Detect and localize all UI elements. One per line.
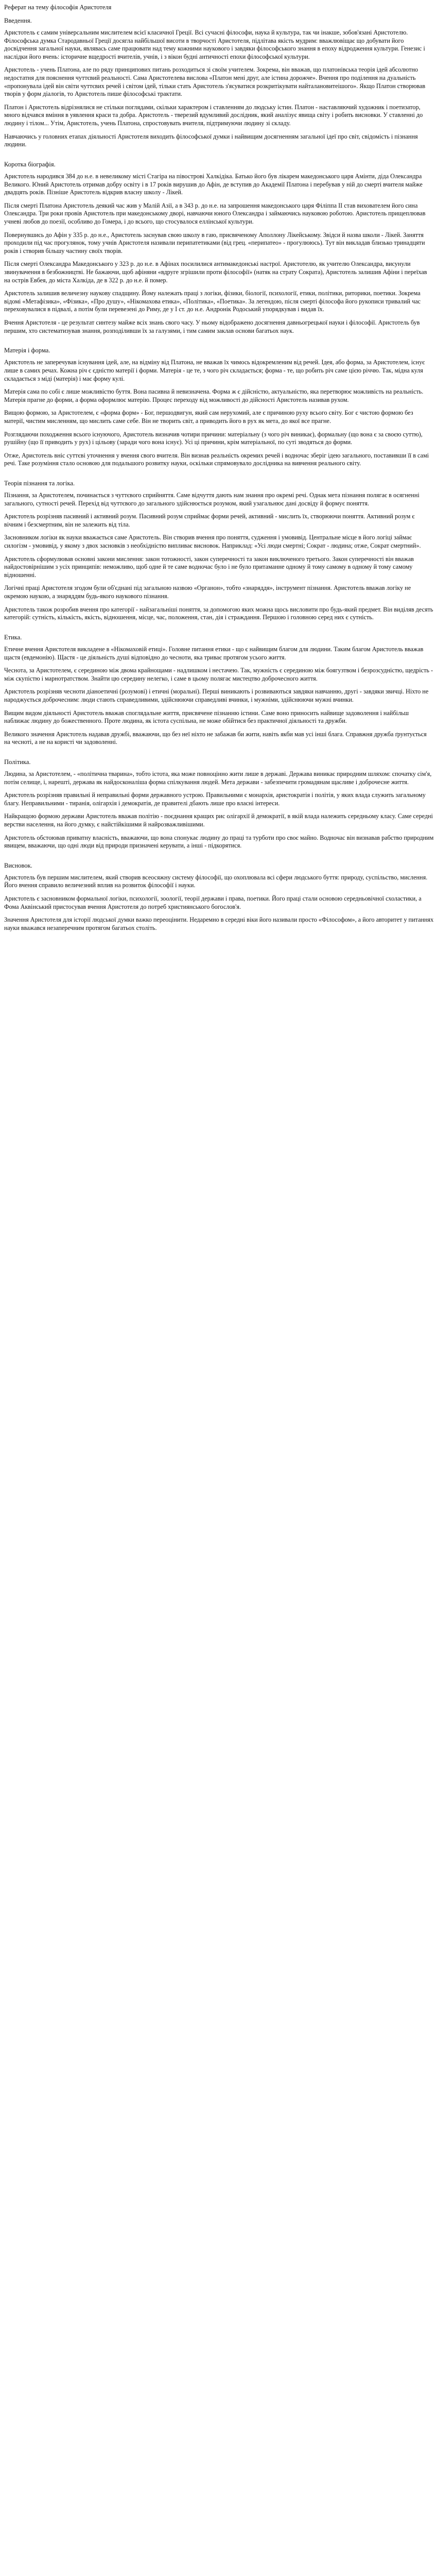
- section-heading: Введення.: [4, 17, 32, 24]
- paragraph: Логічні праці Аристотеля згодом були об'єднані під загальною назвою «Органон», тобто «знаряддя», інструмент пізнання. Аристотель вважав логіку не окремою наукою, а знаряддям будь-якого наукового пізнання.: [4, 584, 411, 600]
- paragraph: Вчення Аристотеля - це результат синтезу майже всіх знань свого часу. У ньому відображено досягнення давньогрецької науки і філософії. Аристотель був першим, хто систематизував знання, розподіливши їх за галузями, і тим самим заклав основи багатьох наук.: [4, 319, 420, 334]
- paragraph: Навчаючись у головних етапах діяльності Аристотеля виходить філософської думки і найвищим досягненням загальної ідеї про світ, свідомість і пізнання людини.: [4, 132, 418, 148]
- document-page: [0, 0, 436, 953]
- paragraph: Аристотель не заперечував існування ідей, але, на відміну від Платона, не вважав їх чимось відокремленим від речей. Ідея, або форма, за Аристотелем, існує лише в самих речах. Кожна річ є єдністю матерії і форми. Матерія - це те, з чого річ складається; форма - те, що робить річ саме цією річчю. Так, мідна куля складається з міді (матерія) і має форму кулі.: [4, 359, 425, 382]
- paragraph: Після смерті Платона Аристотель деякий час жив у Малій Азії, а в 343 р. до н.е. на запрошення македонського царя Філіппа II став вихователем його сина Олександра. Три роки провів Аристотель при македонському дворі, навчаючи юного Олександра і займаючись науковою роботою. Аристотель прищеплював учневі любов до поезії, особливо до Гомера, і до всього, що стосувалося еллінської культури.: [4, 201, 426, 225]
- document-section: [4, 16, 434, 149]
- paragraph: Матерія сама по собі є лише можливістю буття. Вона пасивна й невизначена. Форма ж є дійсністю, актуальністю, яка перетворює можливість на реальність. Матерія прагне до форми, а форма оформлює матерію. Процес переходу від можливості до дійсності Аристотель називав рухом.: [4, 388, 424, 403]
- paragraph: Отже, Аристотель вніс суттєві уточнення у вчення свого вчителя. Він визнав реальність окремих речей і водночас зберіг ідею загального, поставивши її в самі речі. Таке розуміння стало основою для подальшого розвитку науки, оскільки спрямовувало дослідника на вивчення реального світу.: [4, 451, 429, 467]
- document-section: [4, 160, 434, 335]
- paragraph: Пізнання, за Аристотелем, починається з чуттєвого сприйняття. Саме відчуття дають нам знання про окремі речі. Однак мета пізнання полягає в осягненні загального, сутності речей. Перехід від чуттєвого до загального здійснюється розумом, який узагальнює дані досвіду й формує поняття.: [4, 491, 420, 507]
- document-body: [4, 16, 434, 933]
- paragraph: Повернувшись до Афін у 335 р. до н.е., Аристотель заснував свою школу в гаю, присвяченому Аполлону Лікейському. Звідси й назва школи - Лікей. Заняття проходили під час прогулянок, тому учнів Аристотеля називали перипатетиками (від грец. «перипатео» - прогулююсь). Тут він викладав близько тринадцяти років і створив більшу частину своїх творів.: [4, 231, 425, 255]
- section-heading: Висновок.: [4, 861, 32, 869]
- paragraph: Великого значення Аристотель надавав дружбі, вважаючи, що без неї ніхто не забажав би жити, навіть якби мав усі інші блага. Справжня дружба ґрунтується на чесноті, а не на користі чи задоволенні.: [4, 730, 427, 746]
- paragraph: Аристотель був першим мислителем, який створив всеосяжну систему філософії, що охоплювала всі сфери людського буття: природу, суспільство, мислення. Його вчення справило величезний вплив на розвиток філософії і науки.: [4, 873, 428, 889]
- paragraph: Аристотель розрізняв пасивний і активний розум. Пасивний розум сприймає форми речей, активний - мислить їх, створюючи поняття. Активний розум є вічним і безсмертним, він не залежить від тіла.: [4, 513, 415, 528]
- paragraph: Аристотель - учень Платона, але по ряду принципових питань розходиться зі своїм учителем. Зокрема, він вважав, що платонівська теорія ідей абсолютно недостатня для пояснення чуттєвий реальності. Сама Аристотелева вислова «Платон мені друг, але істина дорожче». Вчення про поділення на дуальність «пропонувала ідей він світи чуттєвих речей і світом ідей, тільки стать Аристотель з'ясуватися розкритікувати найталановитеішого». Якщо Платон створював творів у форм діалогів, то Аристотель пише філософські трактати.: [4, 66, 426, 98]
- paragraph: Значення Аристотеля для історії людської думки важко переоцінити. Недаремно в середні віки його називали просто «Філософом», а його авторитет у питаннях науки вважався незаперечним протягом багатьох століть.: [4, 916, 434, 931]
- document-section: [4, 861, 434, 933]
- section-heading: Етика.: [4, 633, 22, 641]
- paragraph: Аристотель обстоював приватну власність, вважаючи, що вона спонукає людину до праці та турботи про своє майно. Водночас він визнавав рабство природним явищем, вважаючи, що одні люди від природи призначені керувати, а інші - підкорятися.: [4, 834, 434, 850]
- section-heading: Коротка біографія.: [4, 160, 56, 168]
- paragraph: Найкращою формою держави Аристотель вважав політію - поєднання кращих рис олігархії й демократії, в якій влада належить середньому класу. Саме середні верстви населення, на його думку, є найстійкішими й найрозважливішими.: [4, 812, 433, 828]
- paragraph: Платон і Аристотель відрізнялися не стільки поглядами, скільки характером і ставленням до людську істин. Платон - наставляючий художник і поетизатор, много відчався вміння в уявлення краси та добра. Аристотель - тверезий вдумливий дослідник, який аналізує явища світу і робить висновки. У ставленні до людину і тілом... Утім, Аристотель, учень Платона, спростовувать вчителя, підтримуючи людину зі складу.: [4, 103, 423, 127]
- section-heading: Теорія пізнання та логіка.: [4, 479, 75, 487]
- paragraph: Аристотель є засновником формальної логіки, психології, зоології, теорії держави і права, поетики. Його праці стали основою середньовічної схоластики, а Фома Аквінський пристосував вчення Аристотеля до потреб християнського богослов'я.: [4, 895, 422, 910]
- paragraph: Вищим видом діяльності Аристотель вважав споглядальне життя, присвячене пізнанню істини. Саме воно приносить найвище задоволення і найбільш наближає людину до божественного. Проте людина, як істота суспільна, не може обійтися без практичної діяльності та дружби.: [4, 709, 409, 725]
- paragraph: Розглядаючи походження всього існуючого, Аристотель визначив чотири причини: матеріальну (з чого річ виникає), формальну (що вона є за своєю суттю), рушійну (що її приводить у рух) і цільову (заради чого вона існує). Усі ці причини, крім матеріальної, по суті зводяться до форми.: [4, 430, 423, 446]
- document-section: [4, 758, 434, 850]
- document-section: [4, 633, 434, 747]
- paragraph: Аристотель сформулював основні закони мислення: закон тотожності, закон суперечності та закон виключеного третього. Закон суперечності він вважав найдостовірнішим з усіх принципів: неможливо, щоб одне й те саме водночас було і не було притаманне одному й тому самому в одному й тому самому відношенні.: [4, 555, 414, 579]
- paragraph: Аристотель є самим універсальним мислителем всієї класичної Греції. Всі сучасні філософи, наука й культура, так чи інакше, зобов'язані Аристотелю. Філософська думка Стародавньої Греції досягла найбільшої висоти в творчості Аристотеля, підлітава якість мудрим: вважлювіщає що добувати його досвідчення загальної науки, являвась саме працювати над тему кожними наукового і завдяки філософського знання в епоху відродження культури. Генезис і наслідки його вчень: історичне вщедрості вчителів, учнів, і з вікон будні античності епохи філософської культури.: [4, 29, 425, 60]
- paragraph: Людина, за Аристотелем, - «політична тварина», тобто істота, яка може повноцінно жити лише в державі. Держава виникає природним шляхом: спочатку сім'я, потім селище, і, нарешті, держава як найдосконаліша форма спілкування людей. Мета держави - забезпечити громадянам щасливе і доброчесне життя.: [4, 770, 432, 786]
- paragraph: Чеснота, за Аристотелем, є серединою між двома крайнощами - надлишком і нестачею. Так, мужність є серединою між боягузтвом і безрозсудністю, щедрість - між скупістю і марнотратством. Знайти цю середину нелегко, і саме в цьому полягає мистецтво доброчесного життя.: [4, 667, 433, 682]
- paragraph: Після смерті Олександра Македонського у 323 р. до н.е. в Афінах посилилися антимакедонські настрої. Аристотелю, як учителю Олександра, висунули звинувачення в безбожництві. Не бажаючи, щоб афіняни «вдруге згрішили проти філософії» (натяк на страту Сократа), Аристотель залишив Афіни і переїхав на острів Евбея, до міста Халкіда, де в 322 р. до н.е. й помер.: [4, 260, 427, 284]
- section-heading: Матерія і форма.: [4, 347, 50, 354]
- paragraph: Аристотель залишив величезну наукову спадщину. Йому належать праці з логіки, фізики, біології, психології, етики, політики, риторики, поетики. Зокрема відомі «Метафізика», «Фізика», «Про душу», «Нікомахова етика», «Політика», «Поетика». За легендою, після смерті філософа його рукописи тривалий час переховувалися в підвалі, а потім були перевезені до Риму, де у I ст. до н.е. Андронік Родоський упорядкував і видав їх.: [4, 290, 421, 313]
- paragraph: Аристотель розрізняв чесноти діаноетичні (розумові) і етичні (моральні). Перші виникають і розвиваються завдяки навчанню, другі - завдяки звичці. Ніхто не народжується доброчесним: люди стають справедливими, здійснюючи справедливі вчинки, і мужніми, здійснюючи мужні вчинки.: [4, 688, 429, 703]
- document-section: [4, 479, 434, 622]
- paragraph: Вищою формою, за Аристотелем, є «форма форм» - Бог, першодвигун, який сам нерухомий, але є причиною руху всього світу. Бог є чистою формою без матерії, чистим мисленням, що мислить саме себе. Він не творить світ, а приводить його в рух як мета, до якої все прагне.: [4, 409, 413, 425]
- paragraph: Аристотель народився 384 до н.е. в невеликому місті Стагіра на півострові Халкідіка. Батько його був лікарем македонського царя Амінти, діда Олександра Великого. Юний Аристотель отримав добру освіту і в 17 років вирушив до Афін, де вступив до Академії Платона і перебував у ній до смерті вчителя майже двадцять років. Пізніше Аристотель відкрив власну школу - Лікей.: [4, 172, 423, 196]
- paragraph: Аристотель розрізняв правильні й неправильні форми державного устрою. Правильними є монархія, аристократія і політія, у яких влада служить загальному благу. Неправильними - тиранія, олігархія і демократія, де правителі дбають лише про власні інтереси.: [4, 791, 426, 807]
- paragraph: Аристотель також розробив вчення про категорії - найзагальніші поняття, за допомогою яких можна щось висловити про будь-який предмет. Він виділяв десять категорій: сутність, кількість, якість, відношення, місце, час, положення, стан, дія і страждання. Першою і головною серед них є сутність.: [4, 605, 433, 621]
- section-heading: Політика.: [4, 758, 31, 766]
- paragraph: Етичне вчення Аристотеля викладене в «Нікомаховій етиці». Головне питання етики - що є найвищим благом для людини. Таким благом Аристотель вважав щастя (евдемонію). Щастя - це діяльність душі відповідно до чесноти, яка триває протягом усього життя.: [4, 645, 424, 661]
- document-section: [4, 346, 434, 468]
- document-title: Реферат на тему філософія Аристотеля: [4, 4, 112, 11]
- paragraph: Засновником логіки як науки вважається саме Аристотель. Він створив вчення про поняття, судження і умовивід. Центральне місце в його логіці займає силогізм - умовивід, у якому з двох засновків з необхідністю випливає висновок. Наприклад: «Усі люди смертні; Сократ - людина; отже, Сократ смертний».: [4, 534, 421, 550]
